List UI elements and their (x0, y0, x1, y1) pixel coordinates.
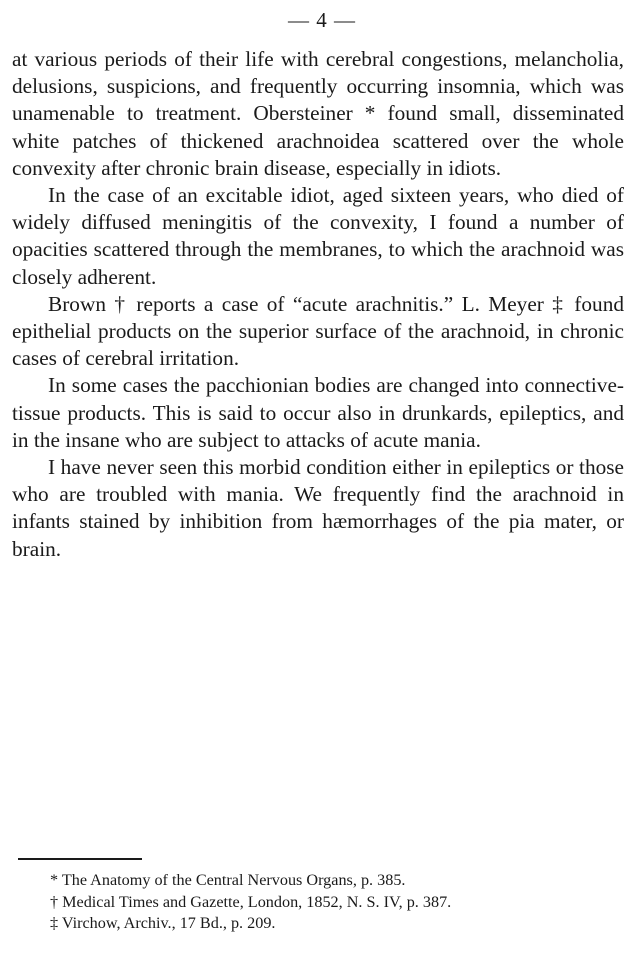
page-number: — 4 — (288, 8, 356, 32)
footnote: ‡ Virchow, Archiv., 17 Bd., p. 209. (50, 914, 276, 932)
paragraph: Brown † reports a case of “acute arachnitis.” L. Meyer ‡ found epithelial products on the superior surface of the arachnoid, in chronic cases of cerebral irritation. (12, 291, 624, 371)
paragraph: I have never seen this morbid condition either in epileptics or those who are troubled with mania. We frequently find the arachnoid in infants stained by inhibition from hæmorrhages of the pia mater, or brain. (12, 455, 624, 561)
footnotes (12, 870, 624, 935)
paragraph: at various periods of their life with cerebral congestions, melancholia, delusions, suspicions, and frequently occurring insomnia, which was unamenable to treatment. Obersteiner * found small, disseminated white patches of thickened arachnoidea scattered over the whole convexity after chronic brain disease, especially in idiots. (12, 47, 624, 180)
footnote: * The Anatomy of the Central Nervous Organs, p. 385. (50, 871, 406, 889)
paragraph: In the case of an excitable idiot, aged sixteen years, who died of widely diffused meningitis of the convexity, I found a number of opacities scattered through the membranes, to which the arachnoid was closely adherent. (12, 183, 624, 289)
paragraph: In some cases the pacchionian bodies are changed into connective-tissue products. This is said to occur also in drunkards, epileptics, and in the insane who are subject to attacks of acute mania. (12, 373, 624, 452)
body-text (12, 46, 624, 563)
footnote-divider (18, 858, 142, 860)
footnote: † Medical Times and Gazette, London, 1852, N. S. IV, p. 387. (50, 892, 452, 911)
